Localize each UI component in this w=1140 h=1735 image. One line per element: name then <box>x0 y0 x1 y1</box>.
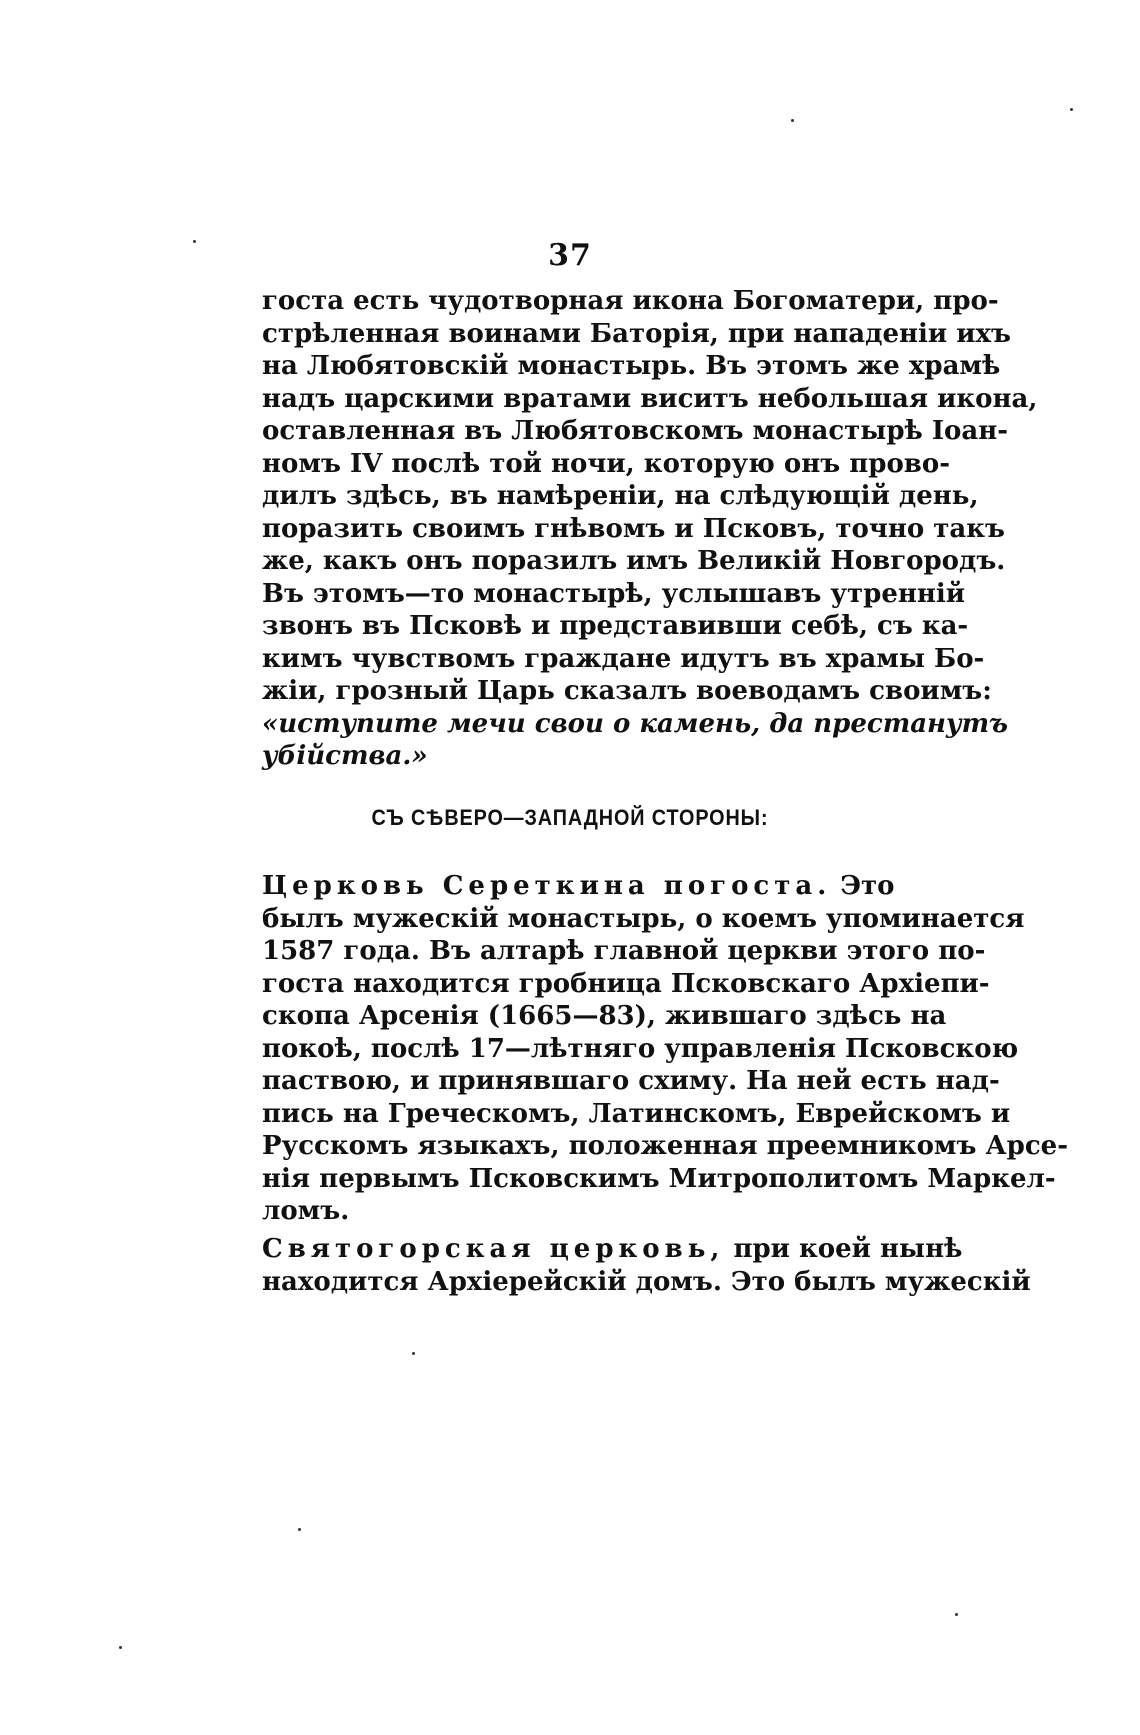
text-line: госта есть чудотворная икона Богоматери, про- <box>262 286 999 316</box>
text-line: Въ этомъ—то монастырѣ, услышавъ утренній <box>262 578 966 609</box>
lead-rest: при коей нынѣ <box>733 1234 963 1264</box>
scan-speck <box>193 240 196 243</box>
scan-speck <box>791 119 794 122</box>
paragraph-2 <box>262 870 1069 1228</box>
text-line: паствою, и принявшаго схиму. На ней есть над- <box>262 1066 1000 1096</box>
text-line: скопа Арсенія (1665—83), жившаго здѣсь на <box>262 1001 947 1031</box>
quote-line: убійства.» <box>262 741 428 771</box>
text-line: на Любятовскій монастырь. Въ этомъ же храмѣ <box>262 351 1001 381</box>
text-line: поразить своимъ гнѣвомъ и Псковъ, точно такъ <box>262 513 1005 544</box>
text-line: стрѣленная воинами Баторія, при нападеніи ихъ <box>262 318 1011 349</box>
text-line: надъ царскими вратами виситъ небольшая икона, <box>262 383 1038 414</box>
scan-speck <box>1070 108 1073 111</box>
scan-speck <box>119 1646 122 1649</box>
text-line: дилъ здѣсь, въ намѣреніи, на слѣдующій день, <box>262 481 979 511</box>
lead-rest: Это <box>840 871 895 901</box>
scan-speck <box>298 1528 301 1531</box>
text-line: звонъ въ Псковѣ и представивши себѣ, съ ка- <box>262 611 969 641</box>
text-line: кимъ чувствомъ граждане идутъ въ храмы Бо- <box>262 643 985 674</box>
lead-line <box>262 870 895 903</box>
scan-speck <box>955 1613 958 1616</box>
quote-line: «иступите мечи свои о камень, да престанутъ <box>262 708 1008 739</box>
text-line: жіи, грозный Царь сказалъ воеводамъ своимъ: <box>262 676 992 706</box>
paragraph-1 <box>262 285 1038 773</box>
text-line: пись на Греческомъ, Латинскомъ, Еврейскомъ и <box>262 1098 1011 1129</box>
page-number: 37 <box>548 238 592 273</box>
text-line: ломъ. <box>262 1196 350 1226</box>
section-heading: СЪ СѢВЕРО—ЗАПАДНОЙ СТОРОНЫ: <box>371 805 769 830</box>
lead-line <box>262 1233 963 1266</box>
text-line: же, какъ онъ поразилъ имъ Великій Новгородъ. <box>262 546 1006 576</box>
text-line: Русскомъ языкахъ, положенная преемникомъ Арсе- <box>262 1131 1069 1161</box>
church-name: Церковь Сереткина погоста. <box>262 871 832 901</box>
text-line: 1587 года. Въ алтарѣ главной церкви этого по- <box>262 936 986 966</box>
church-name: Святогорская церковь, <box>262 1234 725 1264</box>
text-line: покоѣ, послѣ 17—лѣтняго управленія Псковскою <box>262 1033 1019 1064</box>
text-line: нія первымъ Псковскимъ Митрополитомъ Маркел- <box>262 1163 1056 1194</box>
paragraph-3 <box>262 1233 1031 1298</box>
text-line: оставленная въ Любятовскомъ монастырѣ Іоан- <box>262 416 1009 446</box>
text-line: находится Архіерейскій домъ. Это былъ мужескій <box>262 1266 1031 1297</box>
text-line: госта находится гробница Псковскаго Архіепи- <box>262 968 990 999</box>
text-line: номъ IV послѣ той ночи, которую онъ прово- <box>262 448 951 479</box>
text-line: былъ мужескій монастырь, о коемъ упоминается <box>262 903 1025 934</box>
scan-speck <box>412 1352 415 1355</box>
